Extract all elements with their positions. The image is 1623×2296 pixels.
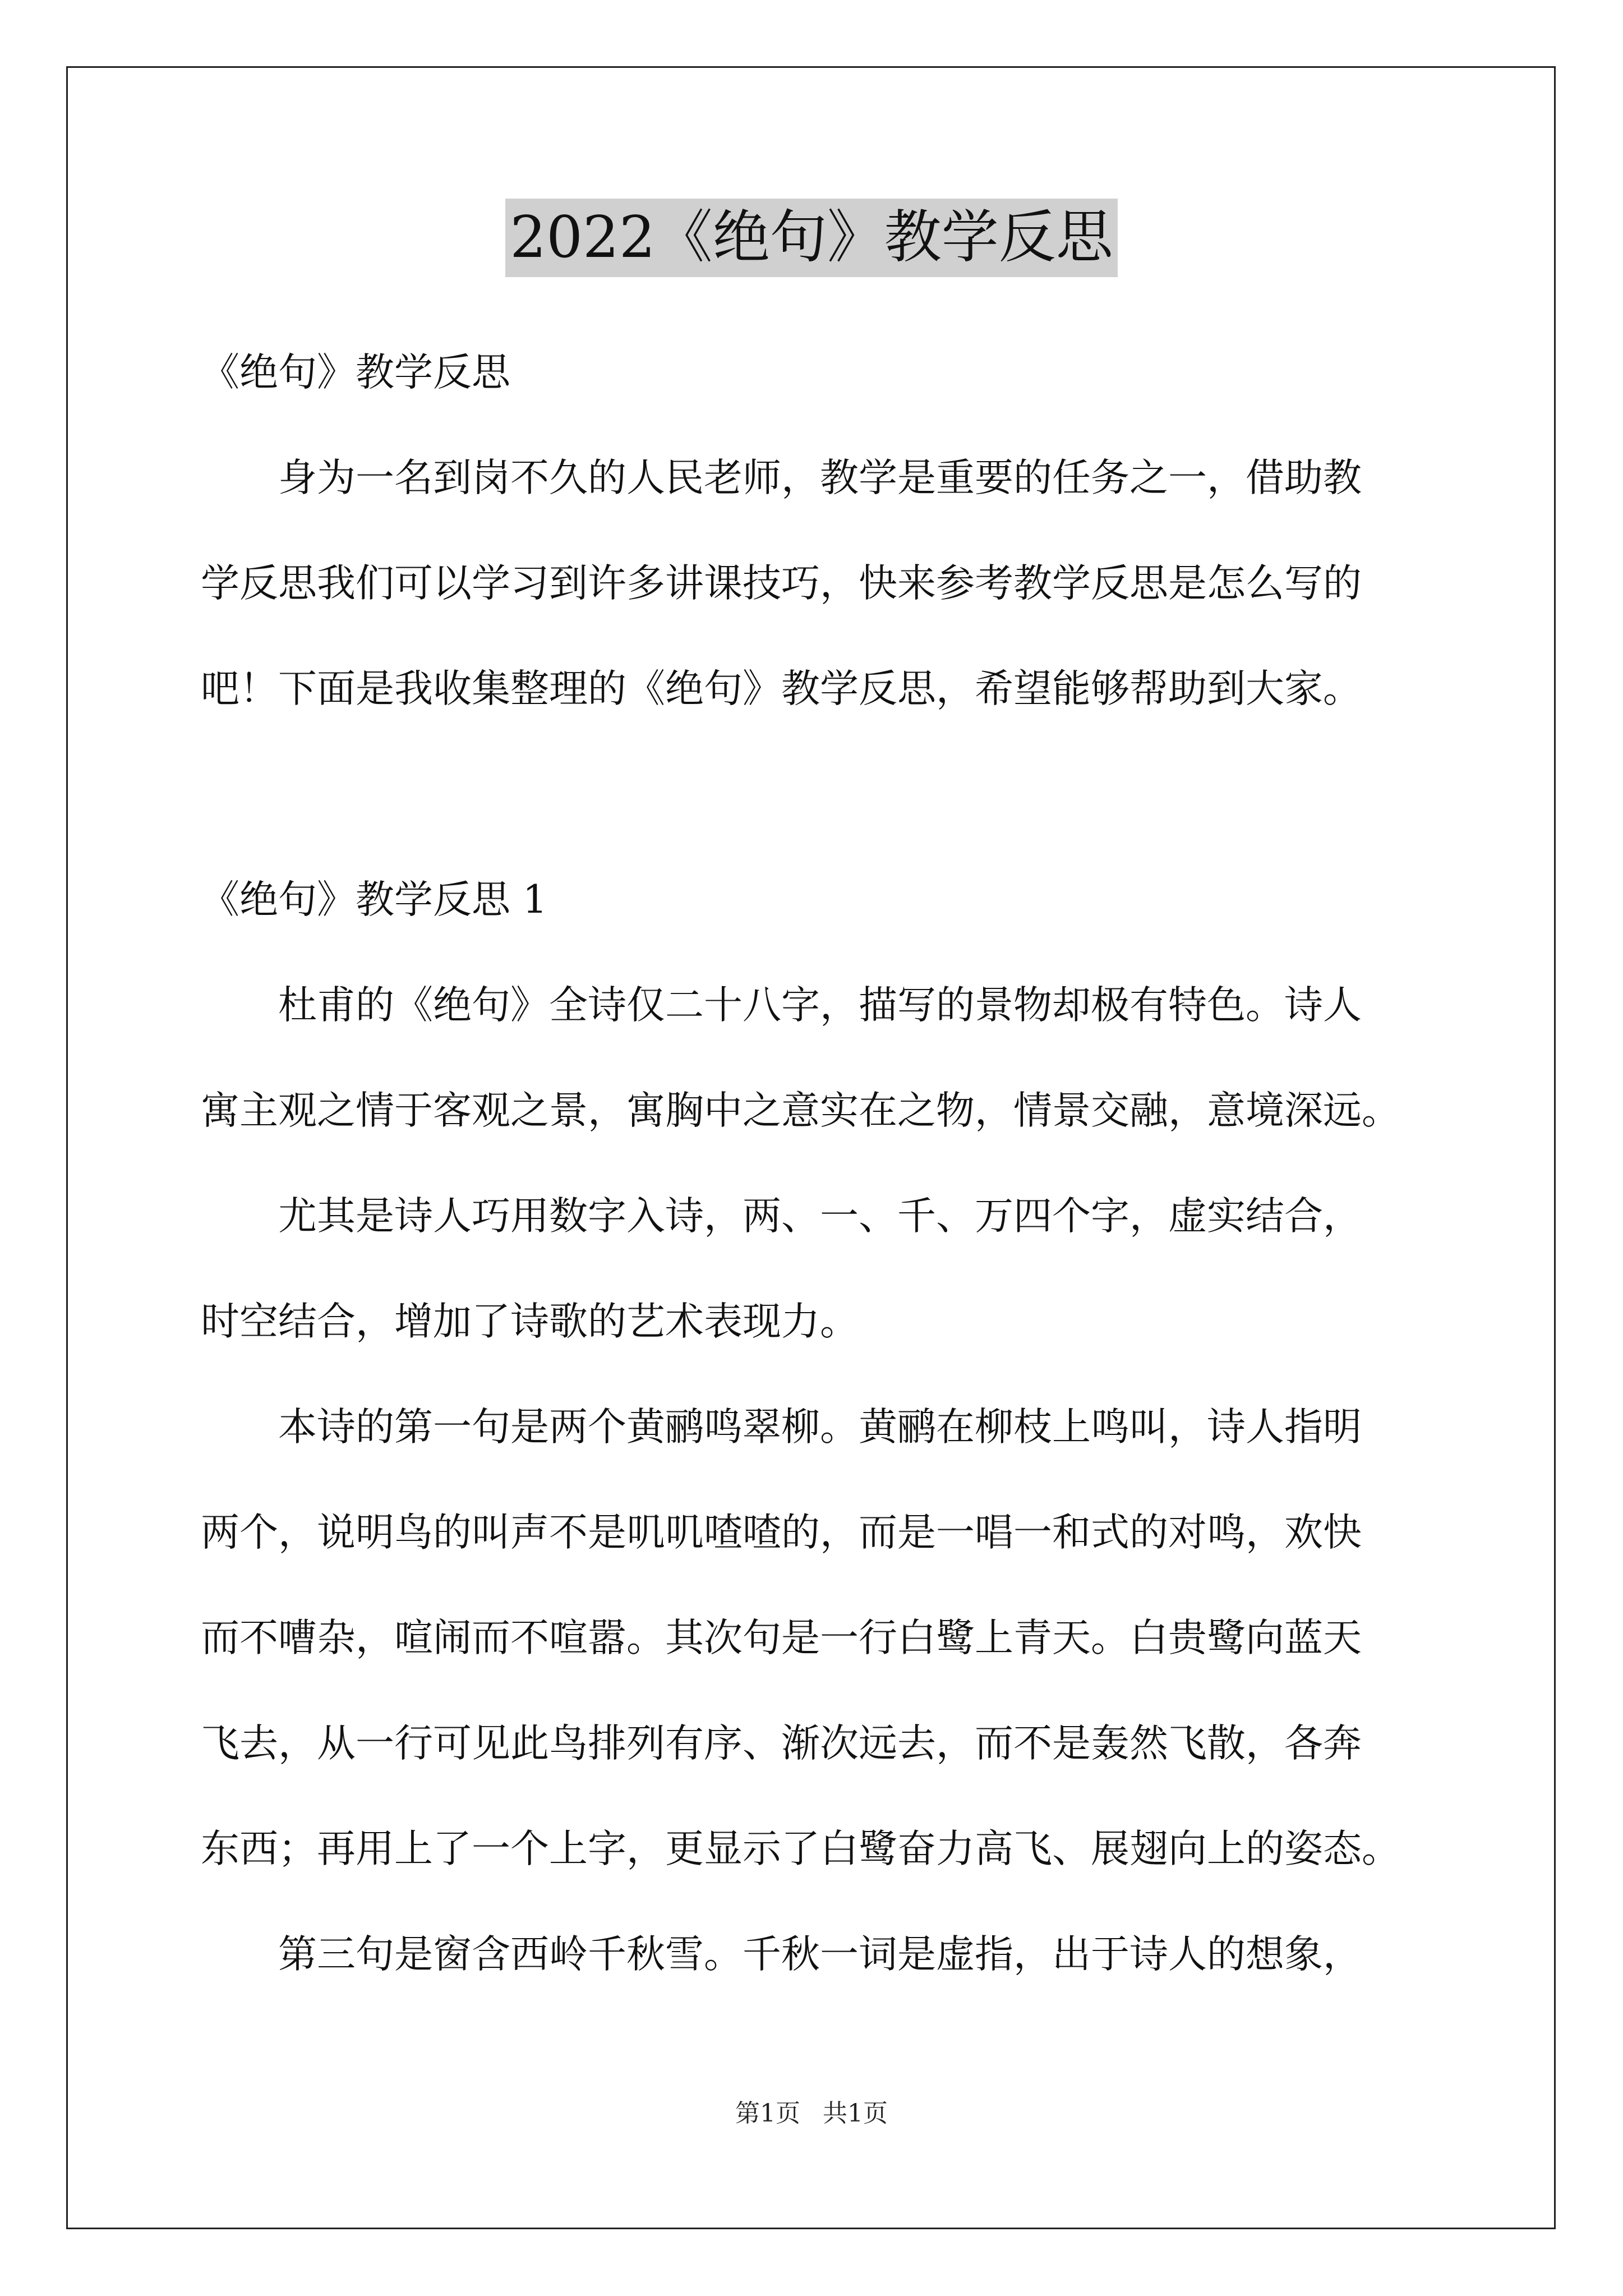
body-line: 飞去，从一行可见此鸟排列有序、渐次远去，而不是轰然飞散，各奔 <box>201 1721 1362 1766</box>
body-line: 寓主观之情于客观之景，寓胸中之意实在之物，情景交融，意境深远。 <box>201 1088 1400 1133</box>
body-line: 时空结合，增加了诗歌的艺术表现力。 <box>201 1299 859 1344</box>
body-line: 东西；再用上了一个上字，更显示了白鹭奋力高飞、展翅向上的姿态。 <box>201 1826 1400 1871</box>
body-line: 尤其是诗人巧用数字入诗，两、一、千、万四个字，虚实结合， <box>201 1194 1362 1239</box>
subtitle: 《绝句》教学反思 <box>201 350 510 395</box>
intro-line: 身为一名到岗不久的人民老师，教学是重要的任务之一，借助教 <box>201 455 1362 500</box>
document-title: 2022《绝句》教学反思 <box>505 199 1118 277</box>
body-line: 杜甫的《绝句》全诗仅二十八字，描写的景物却极有特色。诗人 <box>201 983 1362 1028</box>
document-body <box>201 320 1440 2007</box>
section-heading: 《绝句》教学反思 1 <box>201 877 547 922</box>
page-footer <box>0 2097 1623 2131</box>
body-line: 第三句是窗含西岭千秋雪。千秋一词是虚指，出于诗人的想象， <box>201 1932 1362 1977</box>
intro-line: 学反思我们可以学习到许多讲课技巧，快来参考教学反思是怎么写的 <box>201 561 1362 606</box>
paragraph-gap <box>201 742 1440 847</box>
body-line: 本诗的第一句是两个黄鹂鸣翠柳。黄鹂在柳枝上鸣叫，诗人指明 <box>201 1405 1362 1450</box>
intro-line: 吧！下面是我收集整理的《绝句》教学反思，希望能够帮助到大家。 <box>201 666 1362 711</box>
page-number: 第1页 <box>735 2099 800 2128</box>
body-line: 而不嘈杂，喧闹而不喧嚣。其次句是一行白鹭上青天。白贵鹭向蓝天 <box>201 1616 1362 1660</box>
page-total: 共1页 <box>823 2099 888 2128</box>
body-line: 两个，说明鸟的叫声不是叽叽喳喳的，而是一唱一和式的对鸣，欢快 <box>201 1510 1362 1555</box>
title-container <box>0 199 1623 277</box>
